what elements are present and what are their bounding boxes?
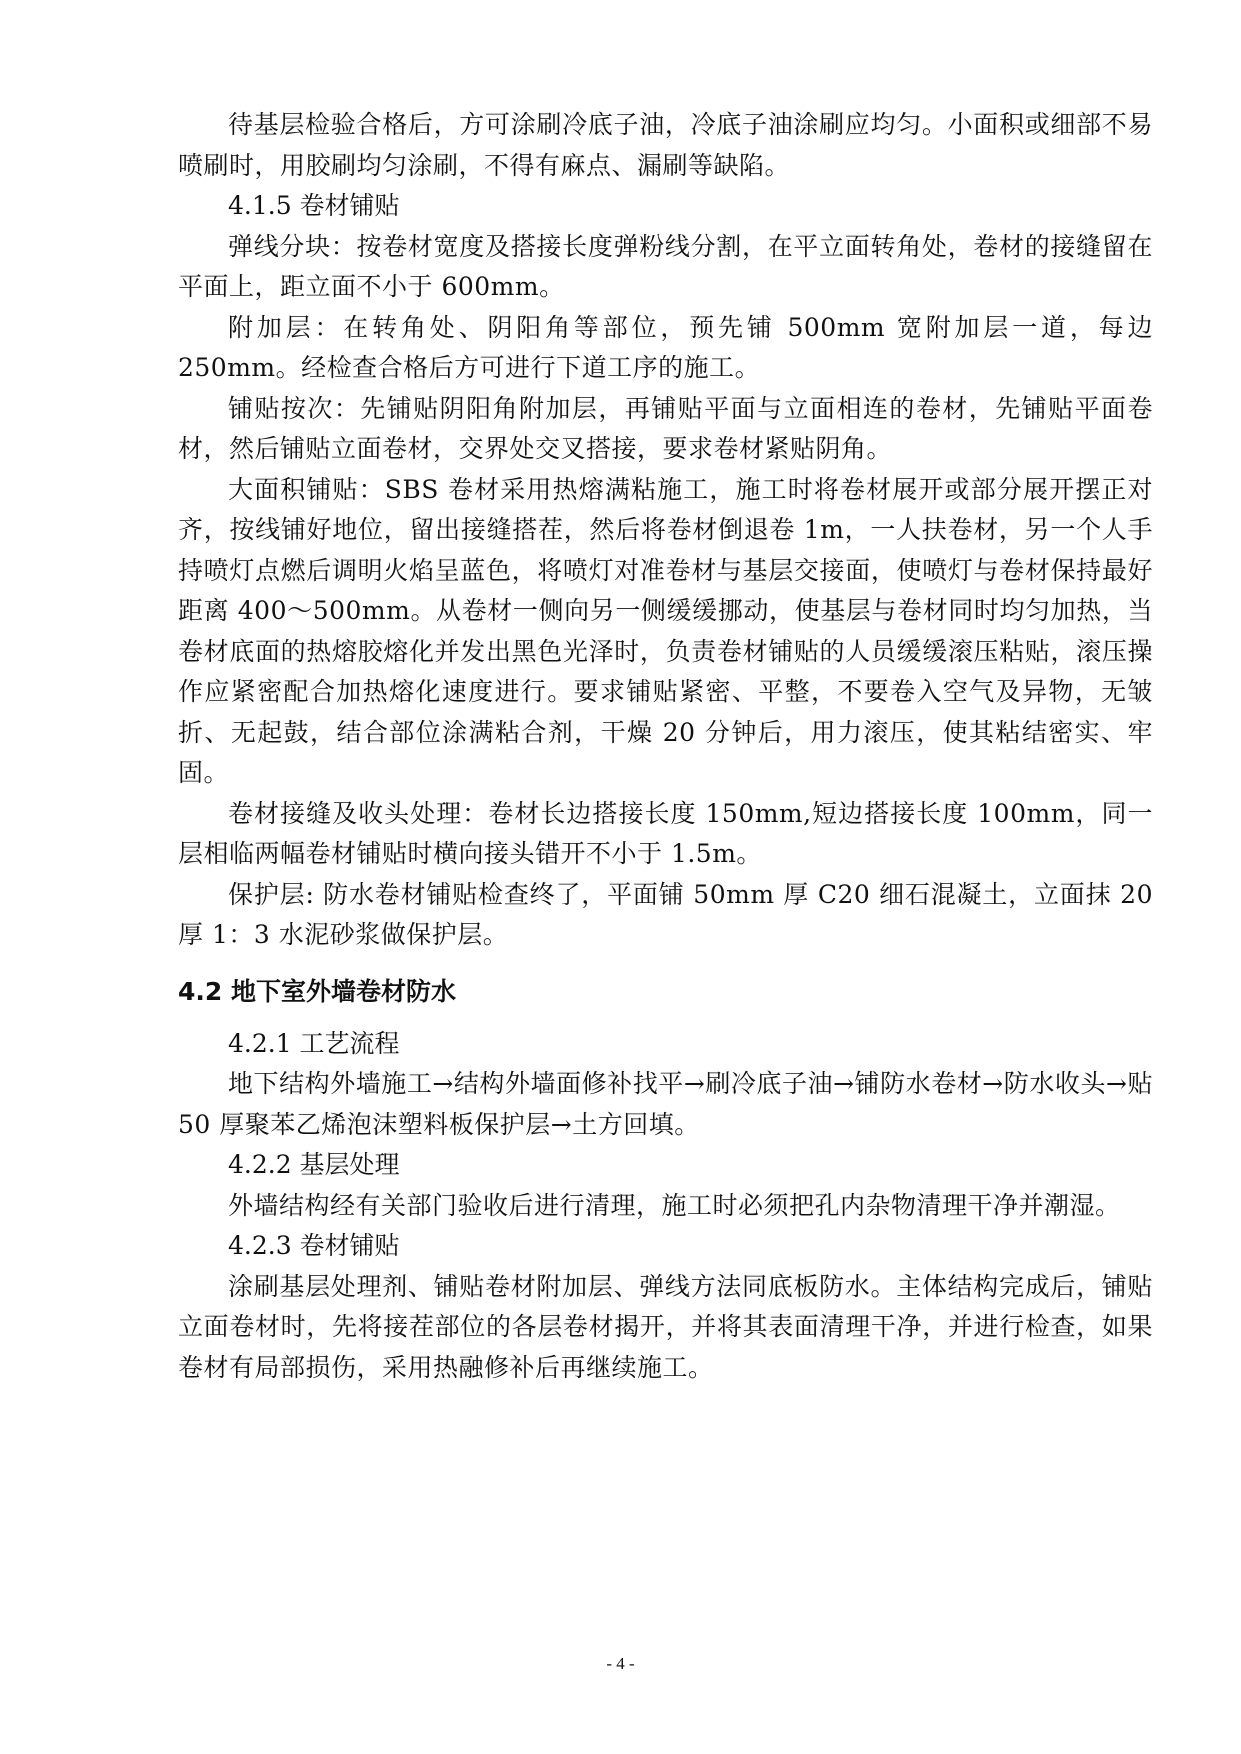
paragraph-large-area-laying: 大面积铺贴：SBS 卷材采用热熔满粘施工，施工时将卷材展开或部分展开摆正对齐，按线铺好地位，留出接缝搭茬，然后将卷材倒退卷 1m，一人扶卷材，另一个人手持喷灯点燃后调明火焰呈蓝色，将喷灯对准卷材与基层交接面，使喷灯与卷材保持最好距离 400～500mm。从卷材一侧向另一侧缓缓挪动，使基层与卷材同时均匀加热，当卷材底面的热熔胶熔化并发出黑色光泽时，负责卷材铺贴的人员缓缓滚压粘贴，滚压操作应紧密配合加热熔化速度进行。要求铺贴紧密、平整，不要卷入空气及异物，无皱折、无起鼓，结合部位涂满粘合剂，干燥 20 分钟后，用力滚压，使其粘结密实、牢固。 [178, 474, 1153, 787]
paragraph-base-coating: 待基层检验合格后，方可涂刷冷底子油，冷底子油涂刷应均匀。小面积或细部不易喷刷时，用胶刷均匀涂刷，不得有麻点、漏刷等缺陷。 [178, 110, 1153, 180]
section-heading-4-2: 4.2 地下室外墙卷材防水 [178, 976, 456, 1006]
paragraph-additional-layer: 附加层：在转角处、阴阳角等部位，预先铺 500mm 宽附加层一道，每边 250mm。经检查合格后方可进行下道工序的施工。 [178, 312, 1153, 382]
paragraph-line-division: 弹线分块：按卷材宽度及搭接长度弹粉线分割，在平立面转角处，卷材的接缝留在平面上，距立面不小于 600mm。 [178, 231, 1153, 301]
paragraph-process-flow: 地下结构外墙施工→结构外墙面修补找平→刷冷底子油→铺防水卷材→防水收头→贴 50 厚聚苯乙烯泡沫塑料板保护层→土方回填。 [178, 1069, 1153, 1139]
section-heading-4-2-3: 4.2.3 卷材铺贴 [228, 1231, 400, 1260]
section-heading-4-2-2: 4.2.2 基层处理 [228, 1150, 400, 1179]
paragraph-base-treatment: 外墙结构经有关部门验收后进行清理，施工时必须把孔内杂物清理干净并潮湿。 [228, 1190, 1121, 1220]
section-heading-4-2-1: 4.2.1 工艺流程 [228, 1028, 400, 1058]
page-content [178, 105, 1153, 1388]
section-heading-4-1-5: 4.1.5 卷材铺贴 [228, 191, 400, 220]
paragraph-laying-order: 铺贴按次：先铺贴阴阳角附加层，再铺贴平面与立面相连的卷材，先铺贴平面卷材，然后铺贴立面卷材，交界处交叉搭接，要求卷材紧贴阴角。 [178, 393, 1153, 463]
paragraph-protective-layer: 保护层: 防水卷材铺贴检查终了，平面铺 50mm 厚 C20 细石混凝土，立面抹 20 厚 1：3 水泥砂浆做保护层。 [178, 879, 1153, 949]
page-number: - 4 - [606, 1654, 635, 1673]
paragraph-wall-laying: 涂刷基层处理剂、铺贴卷材附加层、弹线方法同底板防水。主体结构完成后，铺贴立面卷材时，先将接茬部位的各层卷材揭开，并将其表面清理干净，并进行检查，如果卷材有局部损伤，采用热融修补后再继续施工。 [178, 1271, 1153, 1382]
paragraph-seam-treatment: 卷材接缝及收头处理：卷材长边搭接长度 150mm,短边搭接长度 100mm，同一层相临两幅卷材铺贴时横向接头错开不小于 1.5m。 [178, 798, 1153, 868]
